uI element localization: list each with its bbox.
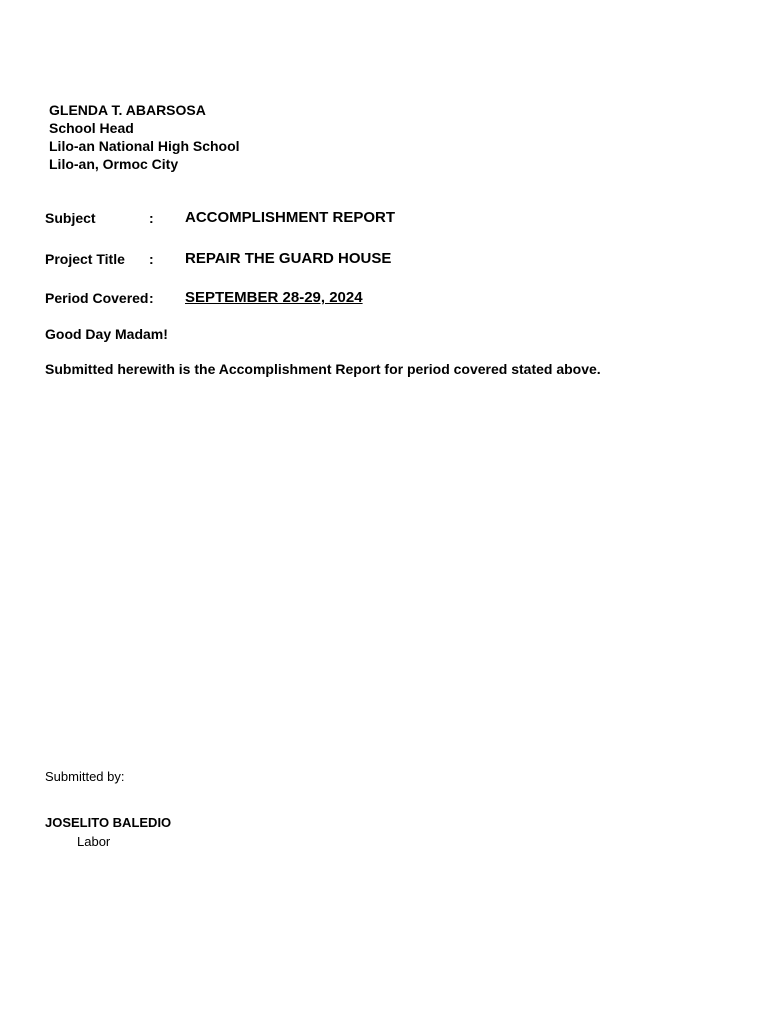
period-covered-label: Period Covered xyxy=(45,290,149,306)
signatory-role: Labor xyxy=(77,834,111,849)
subject-colon: : xyxy=(149,210,154,226)
signatory-name: JOSELITO BALEDIO xyxy=(45,815,172,830)
submitted-by-label: Submitted by: xyxy=(45,769,125,784)
period-covered-value: SEPTEMBER 28-29, 2024 xyxy=(185,289,363,306)
subject-label: Subject xyxy=(45,210,96,226)
body-message: Submitted herewith is the Accomplishment Report for period covered stated above. xyxy=(45,361,601,377)
period-covered-colon: : xyxy=(149,290,154,306)
project-title-colon: : xyxy=(149,251,154,267)
project-title-value: REPAIR THE GUARD HOUSE xyxy=(185,250,392,267)
greeting: Good Day Madam! xyxy=(45,326,168,342)
project-title-label: Project Title xyxy=(45,251,125,267)
recipient-name: GLENDA T. ABARSOSA xyxy=(49,102,206,118)
subject-value: ACCOMPLISHMENT REPORT xyxy=(185,209,395,226)
recipient-school: Lilo-an National High School xyxy=(49,138,240,154)
recipient-position: School Head xyxy=(49,120,134,136)
recipient-address: Lilo-an, Ormoc City xyxy=(49,156,179,172)
